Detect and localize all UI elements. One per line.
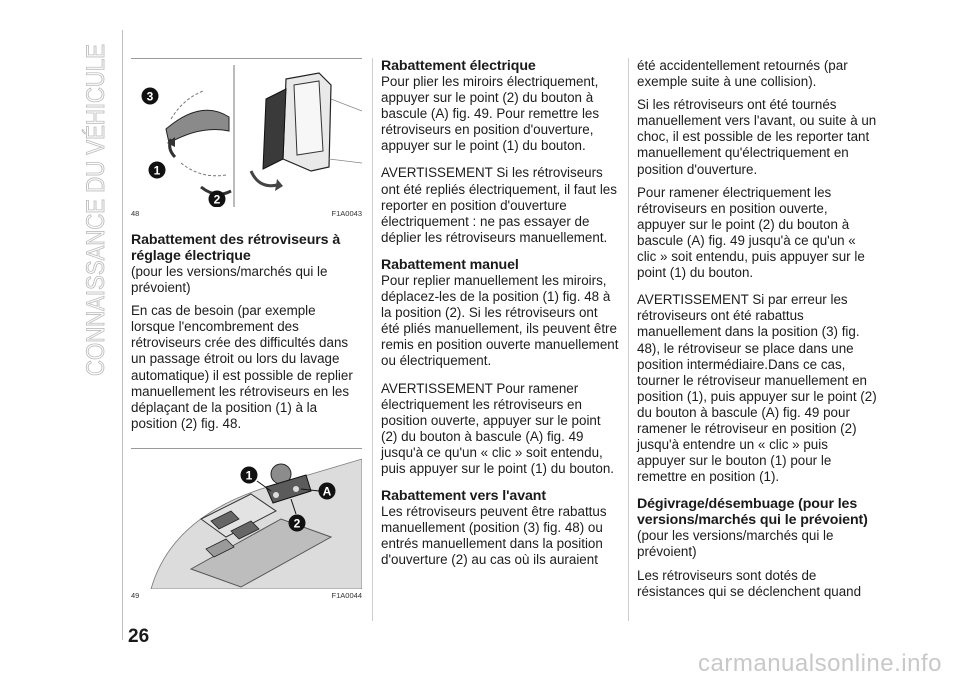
col3-paragraph-3: Pour ramener électriquement les rétroviseurs en position ouverte, appuyer sur le point (2) du bouton à bascule (A) fig. 49 jusqu'à ce qu'un « clic » soit entendu, puis appuyer sur le point (1) du bouton. xyxy=(637,184,865,281)
col2-warning-2: AVERTISSEMENT Pour ramener électriquement les rétroviseurs en position ouverte, appuyer sur le point (2) du bouton à bascule (A) fig. 49 jusqu'à ce qu'un « clic » soit entendu, puis appuyer sur le point (1) du bouton. xyxy=(381,380,614,476)
heading-electric-fold: Rabattement électrique xyxy=(381,58,536,74)
heading-defrost: Dégivrage/désembuage (pour les versions/marchés qui le prévoient) xyxy=(637,496,868,529)
col1-paragraph-2: En cas de besoin (par exemple lorsque l'encombrement des rétroviseurs crée des difficultés dans un passage étroit ou lors du lavage automatique) il est possible de replier manuellement les rétroviseurs en les déplaçant de la position (1) à la position (2) fig. 48. xyxy=(131,303,353,431)
page-number: 26 xyxy=(128,626,150,647)
col3-warning: AVERTISSEMENT Si par erreur les rétroviseurs ont été rabattus manuellement dans la position (3) fig. 48), le rétroviseur se place dans une position intermédiaire.Dans ce cas, tourner le rétroviseur manuellement en position (1), puis appuyer sur le point (2) du bouton à bascule (A) fig. 49 pour ramener le rétroviseur en position (2) jusqu'à entendre un « clic » puis appuyer sur le bouton (1) pour le remettre en position (1). xyxy=(637,292,877,485)
col1-paragraph-1: (pour les versions/marchés qui le prévoient) xyxy=(131,264,328,296)
column-3 xyxy=(637,58,877,600)
col2-warning-1: AVERTISSEMENT Si les rétroviseurs ont été repliés électriquement, il faut les reporter en position d'ouverture électriquement : ne pas essayer de déplier les rétroviseurs manuellement. xyxy=(381,165,617,245)
figure-49-code: F1A0044 xyxy=(331,590,362,600)
col2-paragraph-3: Pour replier manuellement les miroirs, déplacez-les de la position (1) fig. 48 à la position (2). Si les rétroviseurs ont été pliés manuellement, ils peuvent être remis en position ouverte manuellement ou électriquement. xyxy=(381,272,619,369)
figure-48-number: 48 xyxy=(131,209,140,218)
figure-49 xyxy=(131,448,362,600)
figure-48-caption xyxy=(131,209,362,218)
side-section-title xyxy=(78,40,114,380)
heading-electric-mirror-fold: Rabattement des rétroviseurs à réglage électrique xyxy=(131,232,341,264)
callout-3: 3 xyxy=(146,89,154,104)
col3-paragraph-6: Les rétroviseurs sont dotés de résistances qui se déclenchent quand xyxy=(637,567,862,599)
col3-paragraph-2: Si les rétroviseurs ont été tournés manuellement vers l'avant, ou suite à un choc, il est possible de les reporter tant manuellement qu'électriquement en position d'ouverture. xyxy=(637,97,877,177)
callout-1: 1 xyxy=(153,163,161,178)
figure-49-caption xyxy=(131,591,362,600)
callout-a: A xyxy=(322,484,332,499)
figure-49-number: 49 xyxy=(131,590,140,600)
column-1 xyxy=(131,58,362,600)
side-rule xyxy=(122,30,123,640)
column-divider-1 xyxy=(372,58,373,621)
callout-1: 1 xyxy=(245,468,253,483)
col3-paragraph-1: été accidentellement retournés (par exemple suite à une collision). xyxy=(637,58,848,90)
figure-48 xyxy=(131,58,362,218)
door-switch-illustration xyxy=(131,449,362,589)
column-divider-2 xyxy=(628,58,629,621)
watermark: carmanualsonline.info xyxy=(698,650,942,677)
column-2 xyxy=(381,58,619,568)
heading-manual-fold: Rabattement manuel xyxy=(381,256,519,273)
col2-paragraph-5: Les rétroviseurs peuvent être rabattus manuellement (position (3) fig. 48) ou entrés manuellement dans la position d'ouverture (2) au cas où ils auraient xyxy=(381,504,607,568)
col2-paragraph-1: Pour plier les miroirs électriquement, appuyer sur le point (2) du bouton à bascule (A) fig. 49. Pour remettre les rétroviseurs en position d'ouverture, appuyer sur le point (1) du bouton. xyxy=(381,74,600,154)
callout-2: 2 xyxy=(293,516,301,531)
heading-forward-fold: Rabattement vers l'avant xyxy=(381,488,546,505)
side-title-text: CONNAISSANCE DU VÉHICULE xyxy=(82,40,110,376)
figure-48-code: F1A0043 xyxy=(331,209,362,218)
callout-2: 2 xyxy=(213,192,221,207)
mirror-fold-illustration xyxy=(131,59,362,207)
col3-paragraph-5: (pour les versions/marchés qui le prévoient) xyxy=(637,528,834,560)
